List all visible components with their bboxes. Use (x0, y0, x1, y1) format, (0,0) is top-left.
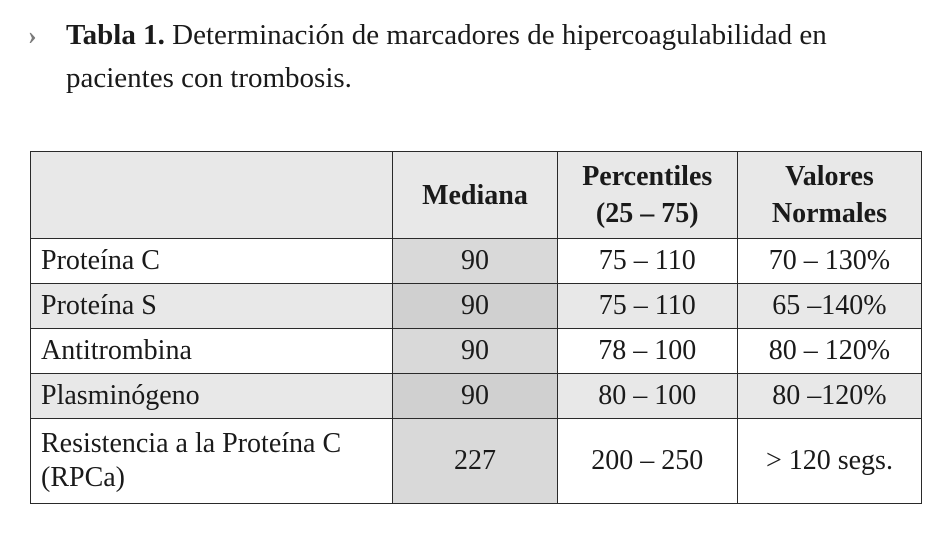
cell-mediana: 90 (393, 329, 557, 374)
header-empty-cell (31, 152, 393, 239)
cell-mediana: 90 (393, 284, 557, 329)
table-caption (28, 14, 908, 100)
table-row-proteina-c (31, 239, 922, 284)
cell-percentiles: 200 – 250 (557, 419, 737, 504)
cell-normales: > 120 segs. (737, 419, 921, 504)
markers-table (30, 151, 922, 504)
table-row-rpca (31, 419, 922, 504)
cell-marker: Resistencia a la Proteína C (RPCa) (31, 419, 393, 504)
cell-marker: Proteína S (31, 284, 393, 329)
caption-text-line2: pacientes con trombosis. (66, 62, 352, 94)
header-percentiles: Percentiles (25 – 75) (557, 152, 737, 239)
cell-normales: 65 –140% (737, 284, 921, 329)
header-valores-normales: Valores Normales (737, 152, 921, 239)
cell-mediana: 90 (393, 374, 557, 419)
cell-percentiles: 75 – 110 (557, 284, 737, 329)
cell-mediana: 227 (393, 419, 557, 504)
cell-marker: Proteína C (31, 239, 393, 284)
cell-marker: Plasminógeno (31, 374, 393, 419)
caption-label: Tabla 1. (66, 19, 165, 51)
header-mediana: Mediana (393, 152, 557, 239)
table-row-proteina-s (31, 284, 922, 329)
table-header-row (31, 152, 922, 239)
cell-normales: 80 – 120% (737, 329, 921, 374)
table-row-plasminogeno (31, 374, 922, 419)
cell-marker: Antitrombina (31, 329, 393, 374)
cell-percentiles: 80 – 100 (557, 374, 737, 419)
cell-normales: 80 –120% (737, 374, 921, 419)
bullet-arrow-icon: › (28, 21, 37, 50)
cell-mediana: 90 (393, 239, 557, 284)
cell-normales: 70 – 130% (737, 239, 921, 284)
table-row-antitrombina (31, 329, 922, 374)
cell-percentiles: 75 – 110 (557, 239, 737, 284)
caption-text-line1: Determinación de marcadores de hipercoagulabilidad en (172, 19, 827, 51)
cell-percentiles: 78 – 100 (557, 329, 737, 374)
